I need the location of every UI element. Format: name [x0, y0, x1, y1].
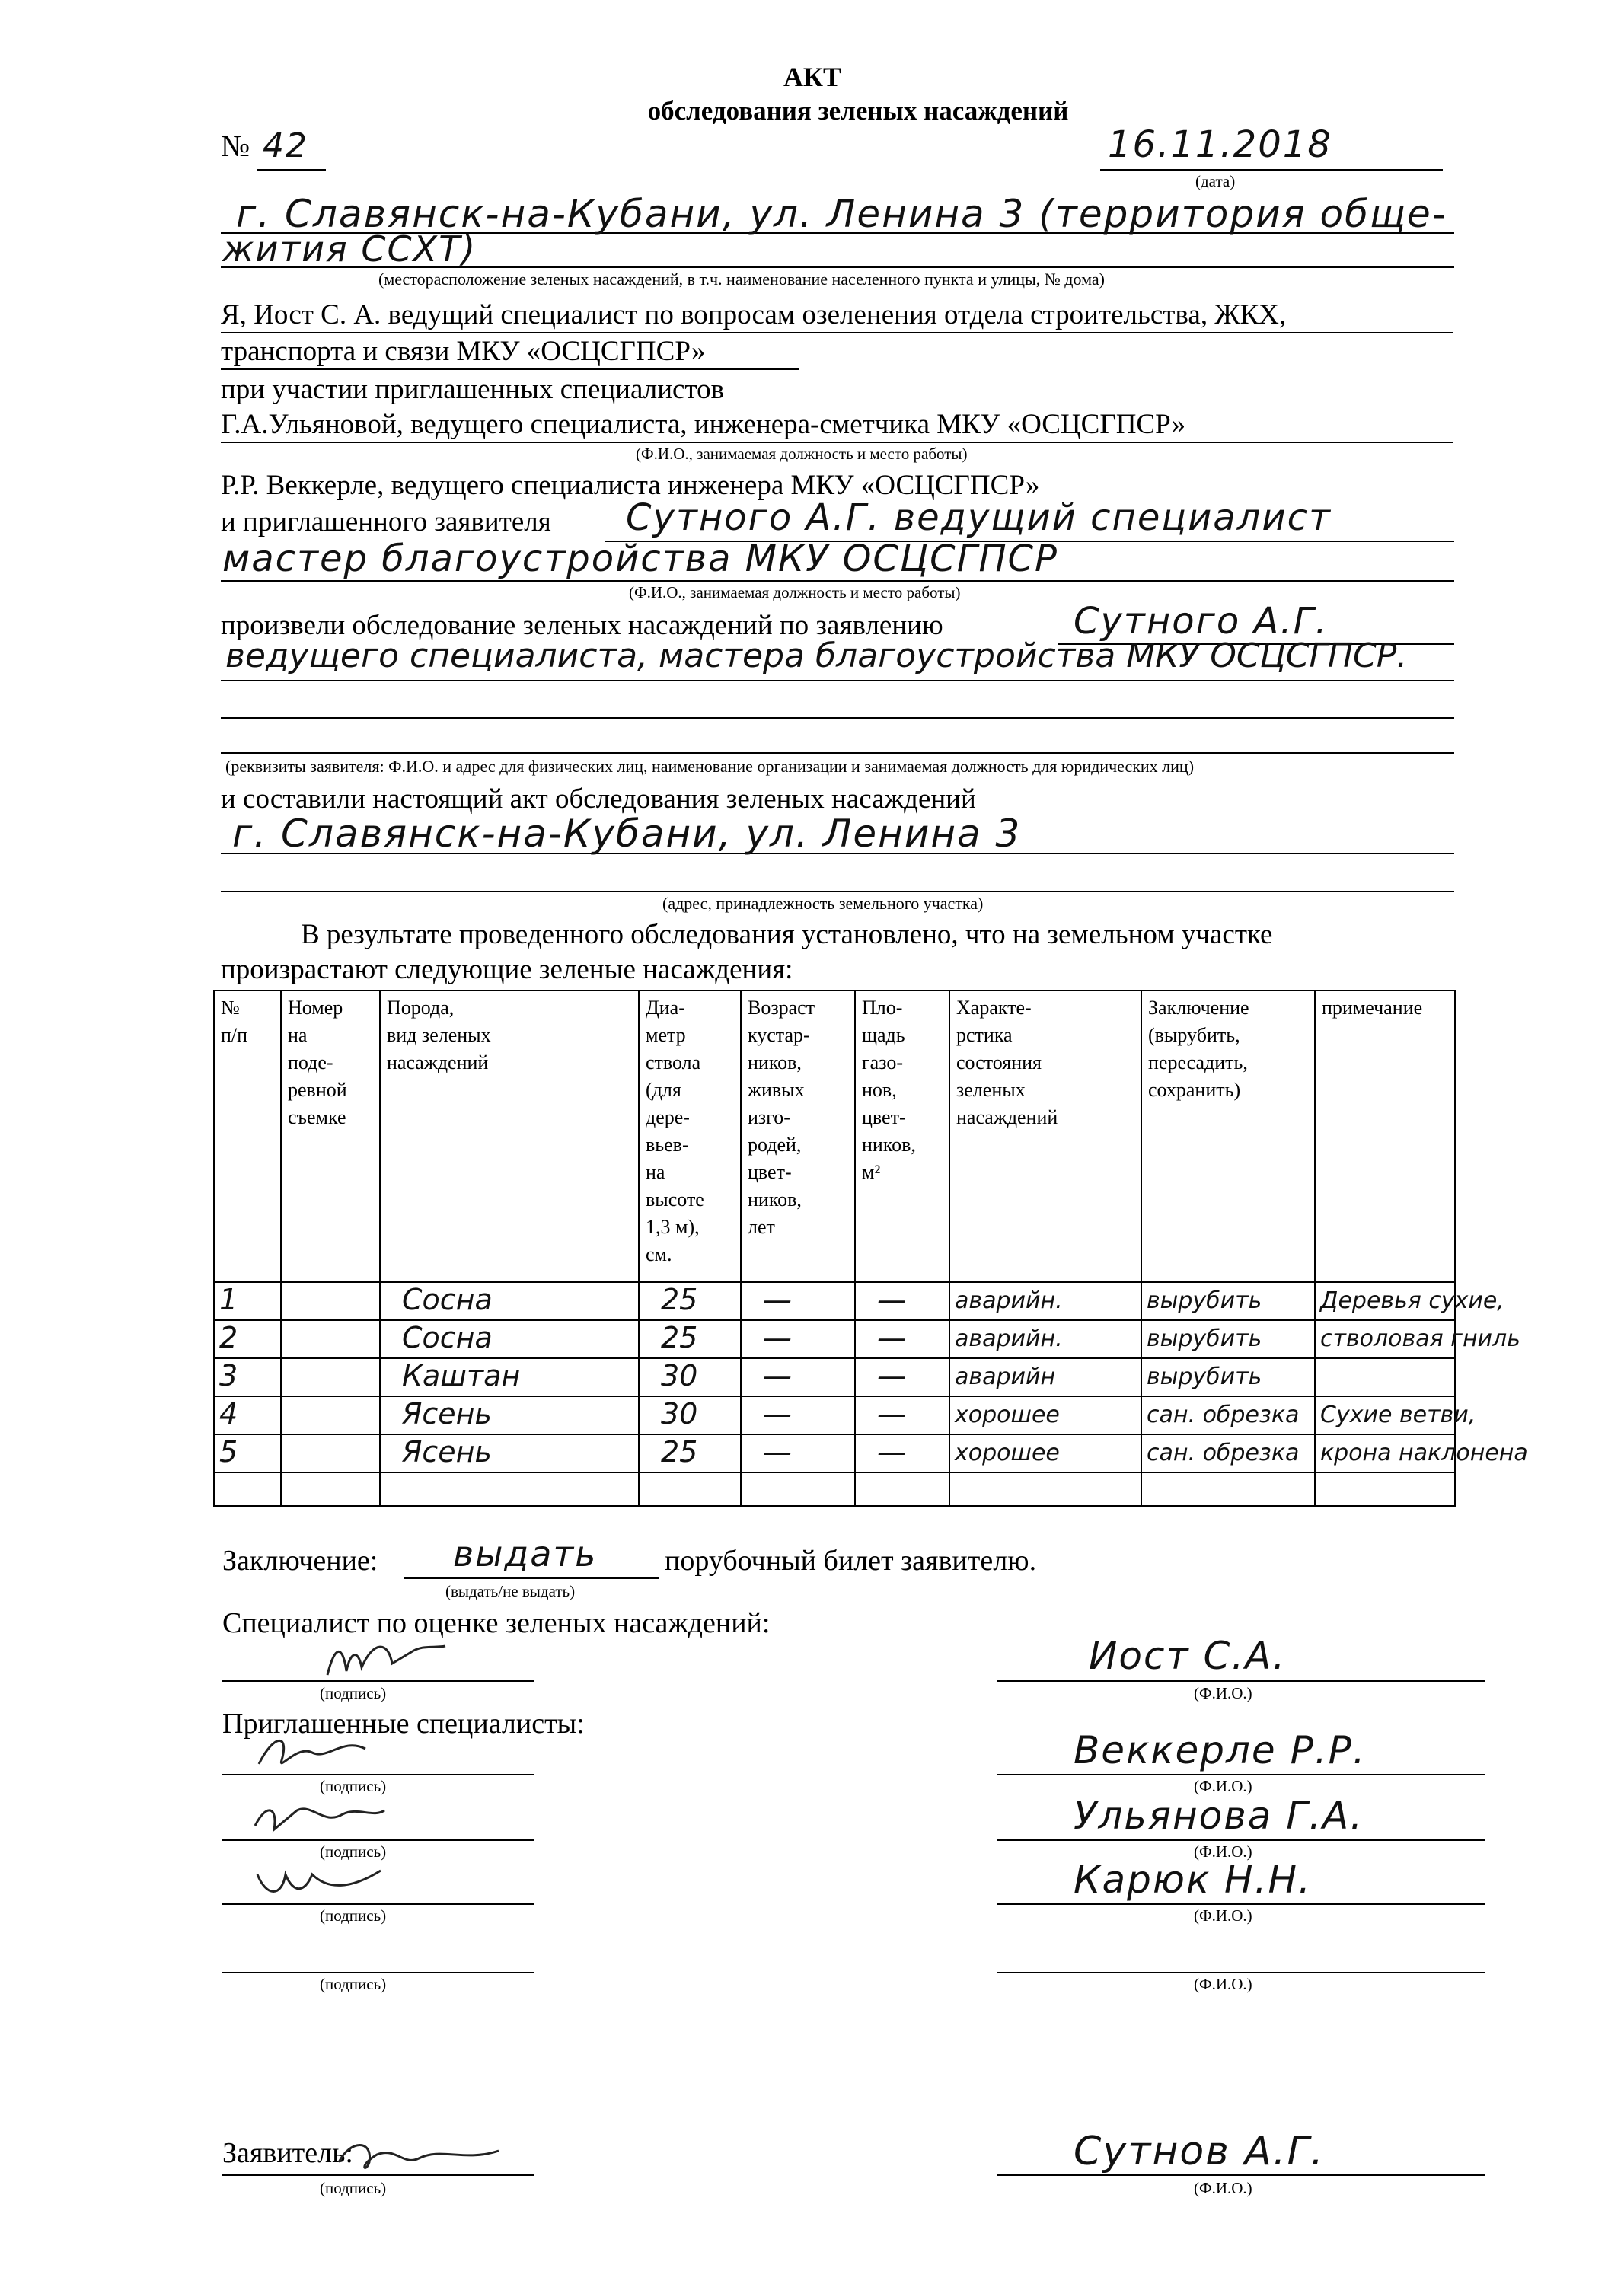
table-cell — [855, 1434, 949, 1472]
table-cell — [214, 1472, 281, 1506]
cell-text: 3 — [219, 1358, 238, 1392]
invited-sign-caption: (подпись) — [320, 1975, 387, 1993]
fio-caption-1: (Ф.И.О., занимаемая должность и место работы) — [636, 445, 968, 463]
table-cell — [639, 1472, 741, 1506]
header-cell: Пло- щадь газо- нов, цвет- ников, м² — [855, 990, 949, 1282]
table-cell — [1141, 1396, 1315, 1434]
table-cell — [949, 1434, 1141, 1472]
table-cell — [855, 1396, 949, 1434]
header-cell: Заключение (вырубить, пересадить, сохранить) — [1141, 990, 1315, 1282]
invited-fio: Ульянова Г.А. — [1074, 1794, 1364, 1838]
conclusion-label: Заключение: — [222, 1545, 378, 1577]
cell-text: 25 — [661, 1434, 698, 1469]
invited-fio-caption: (Ф.И.О.) — [1194, 1777, 1252, 1795]
invited-sign-caption: (подпись) — [320, 1906, 387, 1925]
cell-text: аварийн. — [955, 1287, 1063, 1314]
intro-underline-1 — [221, 332, 1453, 333]
cell-text: Сосна — [402, 1282, 493, 1316]
number-value: 42 — [263, 126, 308, 165]
header-cell: Номер на поде- ревной съемке — [281, 990, 380, 1282]
applicant-fio: Сутнов А.Г. — [1074, 2129, 1325, 2174]
intro-line-2: транспорта и связи МКУ «ОСЦСГПСР» — [221, 336, 706, 367]
table-cell — [1315, 1358, 1455, 1396]
compose-text: и составили настоящий акт обследования зеленых насаждений — [221, 783, 976, 815]
table-cell — [741, 1396, 855, 1434]
invited-label: Приглашенные специалисты: — [222, 1708, 585, 1740]
cell-text: аварийн. — [955, 1325, 1063, 1352]
table-cell — [855, 1282, 949, 1320]
cell-text: аварийн — [955, 1363, 1056, 1390]
table-cell — [214, 1434, 281, 1472]
date-caption: (дата) — [1195, 172, 1236, 190]
table-cell — [949, 1396, 1141, 1434]
address-caption: (адрес, принадлежность земельного участка) — [662, 894, 984, 913]
invited-fio-line — [997, 1903, 1485, 1905]
invited-intro: при участии приглашенных специалистов — [221, 374, 725, 405]
number-label: № — [221, 129, 250, 163]
conclusion-hw: выдать — [453, 1533, 598, 1574]
header-cell: № п/п — [214, 990, 281, 1282]
cell-text: 2 — [219, 1320, 238, 1354]
invited-fio: Веккерле Р.Р. — [1074, 1728, 1367, 1772]
table-cell — [1315, 1396, 1476, 1434]
location-caption: (месторасположение зеленых насаждений, в т.ч. наименование населенного пункта и улицы, № дома) — [378, 270, 1105, 289]
cell-text: 25 — [661, 1320, 698, 1354]
applicant-signature — [335, 2132, 503, 2177]
applicant-intro: и приглашенного заявителя — [221, 506, 551, 538]
cell-text: 30 — [661, 1358, 698, 1392]
cell-text: Ясень — [402, 1396, 492, 1431]
requisites-caption: (реквизиты заявителя: Ф.И.О. и адрес для физических лиц, наименование организации и занимаемая должность для юридических лиц) — [225, 757, 1195, 776]
act-title: АКТ — [783, 62, 842, 92]
table-cell — [639, 1358, 741, 1396]
header-cell: Характе- рстика состояния зеленых насаждений — [949, 990, 1141, 1282]
cell-text: Сухие ветви, — [1320, 1401, 1476, 1428]
table-cell — [380, 1396, 639, 1434]
cell-text: хорошее — [955, 1439, 1060, 1466]
cell-text: — — [763, 1434, 792, 1469]
invited-fio: Карюк Н.Н. — [1074, 1858, 1313, 1902]
table-cell — [1141, 1434, 1315, 1472]
cell-text: стволовая гниль — [1320, 1325, 1520, 1352]
act-subtitle: обследования зеленых насаждений — [647, 96, 1069, 126]
applicant-fio-line — [997, 2174, 1485, 2176]
header-cell: Диа- метр ствола (для дере- вьев- на высоте 1,3 м), см. — [639, 990, 741, 1282]
table-cell — [639, 1320, 741, 1358]
table-cell — [281, 1434, 380, 1472]
location-hw-1: г. Славянск-на-Кубани, ул. Ленина 3 (территория обще- — [236, 192, 1447, 236]
cell-text: Каштан — [402, 1358, 521, 1392]
survey-text: произвели обследование зеленых насаждений по заявлению — [221, 610, 943, 641]
invited-fio-line — [997, 1774, 1485, 1775]
intro-line-1: Я, Иост С. А. ведущий специалист по вопросам озеленения отдела строительства, ЖКХ, — [221, 299, 1287, 330]
table-cell — [281, 1396, 380, 1434]
applicant-hw-2: мастер благоустройства МКУ ОСЦСГПСР — [222, 538, 1058, 580]
header-cell: Возраст кустар- ников, живых изго- родей, цвет- ников, лет — [741, 990, 855, 1282]
conclusion-rest: порубочный билет заявителю. — [665, 1545, 1037, 1577]
address-line-2 — [221, 891, 1454, 892]
table-row — [214, 1358, 1455, 1396]
cell-text: — — [877, 1282, 906, 1316]
table-cell — [214, 1358, 281, 1396]
header-cell: примечание — [1315, 990, 1455, 1282]
date-line — [1100, 169, 1443, 171]
table-body — [214, 1282, 1528, 1506]
conclusion-caption: (выдать/не выдать) — [445, 1582, 576, 1600]
cell-text: Ясень — [402, 1434, 492, 1469]
cell-text: 5 — [219, 1434, 238, 1469]
applicant-hw-1: Сутного А.Г. ведущий специалист — [626, 496, 1332, 539]
fio-caption-2: (Ф.И.О., занимаемая должность и место работы) — [629, 583, 961, 601]
assessor-label: Специалист по оценке зеленых насаждений: — [222, 1607, 771, 1639]
survey-line-2 — [221, 680, 1454, 681]
cell-text: хорошее — [955, 1401, 1060, 1428]
table-cell — [380, 1358, 639, 1396]
table-cell — [741, 1320, 855, 1358]
cell-text: вырубить — [1147, 1287, 1262, 1314]
table-cell — [281, 1472, 380, 1506]
assessor-signature — [320, 1637, 449, 1683]
assessor-sign-caption: (подпись) — [320, 1684, 387, 1702]
cell-text: — — [763, 1396, 792, 1431]
cell-text: — — [877, 1434, 906, 1469]
cell-text: — — [763, 1320, 792, 1354]
applicant-label: Заявитель: — [222, 2137, 353, 2169]
table-row — [214, 1282, 1455, 1320]
address-hw: г. Славянск-на-Кубани, ул. Ленина 3 — [232, 812, 1022, 856]
cell-text: — — [763, 1282, 792, 1316]
cell-text: 4 — [219, 1396, 238, 1431]
table-cell — [214, 1320, 281, 1358]
table-cell — [1141, 1320, 1315, 1358]
invited-fio-caption: (Ф.И.О.) — [1194, 1842, 1252, 1861]
table-cell — [281, 1320, 380, 1358]
table-cell — [741, 1358, 855, 1396]
survey-hw-1: Сутного А.Г. — [1074, 600, 1329, 643]
table-cell — [741, 1282, 855, 1320]
table-cell — [281, 1358, 380, 1396]
intro-underline-2 — [221, 368, 799, 370]
plantings-table — [213, 990, 1528, 1507]
table-cell — [380, 1282, 639, 1320]
assessor-fio-line — [997, 1680, 1485, 1682]
specialist-2: Р.Р. Веккерле, ведущего специалиста инженера МКУ «ОСЦСГПСР» — [221, 470, 1040, 501]
invited-sign-caption: (подпись) — [320, 1777, 387, 1795]
cell-text: вырубить — [1147, 1363, 1262, 1390]
table-row — [214, 1320, 1455, 1358]
assessor-fio-caption: (Ф.И.О.) — [1194, 1684, 1252, 1702]
cell-text: крона наклонена — [1320, 1439, 1528, 1466]
invited-signature — [251, 1859, 388, 1905]
table-cell — [380, 1472, 639, 1506]
assessor-fio: Иост С.А. — [1089, 1634, 1287, 1678]
table-cell — [639, 1396, 741, 1434]
table-cell — [949, 1320, 1141, 1358]
table-row — [214, 1396, 1455, 1434]
survey-hw-2: ведущего специалиста, мастера благоустройства МКУ ОСЦСГПСР. — [225, 636, 1408, 675]
cell-text: сан. обрезка — [1147, 1401, 1300, 1428]
table-cell — [949, 1282, 1141, 1320]
applicant-sign-caption: (подпись) — [320, 2179, 387, 2197]
table-cell — [1141, 1282, 1315, 1320]
invited-fio-line — [997, 1972, 1485, 1973]
conclusion-line — [404, 1577, 659, 1579]
table-cell — [380, 1434, 639, 1472]
location-hw-2: жития ССХТ) — [222, 228, 477, 270]
table-cell — [214, 1396, 281, 1434]
invited-sign-line — [222, 1972, 534, 1973]
cell-text: Сосна — [402, 1320, 493, 1354]
table-cell — [1315, 1320, 1520, 1358]
survey-line-3 — [221, 717, 1454, 719]
table-cell — [380, 1320, 639, 1358]
table-cell — [949, 1358, 1141, 1396]
table-cell — [639, 1282, 741, 1320]
invited-fio-caption: (Ф.И.О.) — [1194, 1906, 1252, 1925]
cell-text: — — [877, 1396, 906, 1431]
cell-text: 1 — [219, 1282, 238, 1316]
invited-sign-caption: (подпись) — [320, 1842, 387, 1861]
table-cell — [855, 1358, 949, 1396]
cell-text: сан. обрезка — [1147, 1439, 1300, 1466]
cell-text: — — [877, 1358, 906, 1392]
date-value: 16.11.2018 — [1108, 123, 1332, 166]
table-cell — [741, 1434, 855, 1472]
applicant-line-2 — [221, 580, 1454, 582]
table-cell — [855, 1472, 949, 1506]
table-header-row — [214, 990, 1455, 1282]
table-cell — [1141, 1472, 1315, 1506]
cell-text: 30 — [661, 1396, 698, 1431]
table-cell — [214, 1282, 281, 1320]
table-cell — [281, 1282, 380, 1320]
invited-fio-caption: (Ф.И.О.) — [1194, 1975, 1252, 1993]
result-line-2: произрастают следующие зеленые насаждения: — [221, 954, 793, 985]
specialist-1-line — [221, 442, 1453, 443]
table-cell — [1315, 1472, 1455, 1506]
table-cell — [1315, 1434, 1528, 1472]
table-row — [214, 1434, 1455, 1472]
number-line — [257, 169, 326, 171]
invited-signature — [251, 1795, 388, 1841]
table-cell — [639, 1434, 741, 1472]
invited-fio-line — [997, 1839, 1485, 1841]
cell-text: 25 — [661, 1282, 698, 1316]
survey-line-4 — [221, 752, 1454, 754]
invited-signature — [251, 1730, 388, 1775]
table-cell — [855, 1320, 949, 1358]
cell-text: Деревья сухие, — [1320, 1287, 1504, 1314]
specialist-1: Г.А.Ульяновой, ведущего специалиста, инженера-сметчика МКУ «ОСЦСГПСР» — [221, 409, 1186, 440]
cell-text: вырубить — [1147, 1325, 1262, 1352]
result-line-1: В результате проведенного обследования установлено, что на земельном участке — [301, 919, 1273, 950]
applicant-fio-caption: (Ф.И.О.) — [1194, 2179, 1252, 2197]
table-row — [214, 1472, 1455, 1506]
table-cell — [949, 1472, 1141, 1506]
header-cell: Порода, вид зеленых насаждений — [380, 990, 639, 1282]
table-cell — [1141, 1358, 1315, 1396]
table-cell — [741, 1472, 855, 1506]
cell-text: — — [877, 1320, 906, 1354]
cell-text: — — [763, 1358, 792, 1392]
table-cell — [1315, 1282, 1504, 1320]
